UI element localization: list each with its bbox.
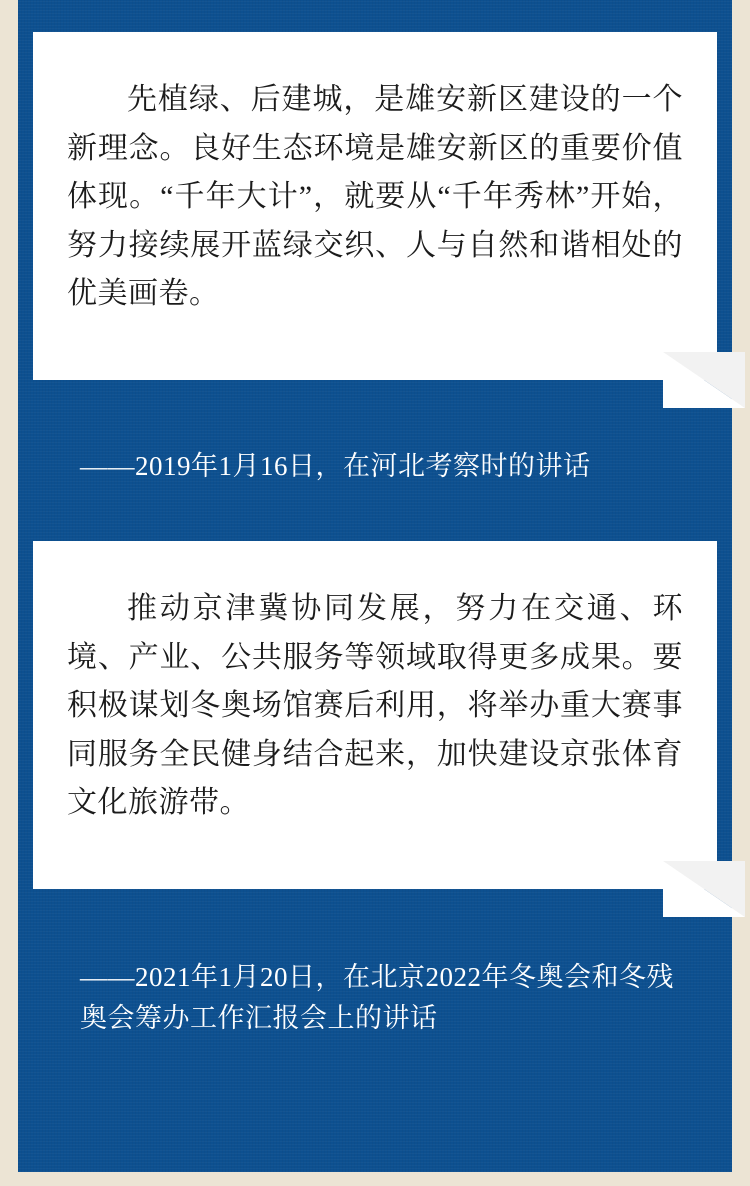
quote-card-2 <box>33 541 717 889</box>
attribution-text-1: ——2019年1月16日，在河北考察时的讲话 <box>80 451 591 481</box>
poster-content <box>18 0 732 1172</box>
quote-attribution-2 <box>80 957 692 1038</box>
quote-card-1 <box>33 32 717 380</box>
quote-text-1: 先植绿、后建城，是雄安新区建设的一个新理念。良好生态环境是雄安新区的重要价值体现。“千年大计”，就要从“千年秀林”开始，努力接续展开蓝绿交织、人与自然和谐相处的优美画卷。 <box>67 83 683 311</box>
left-margin-strip <box>0 0 18 1186</box>
quote-attribution-1 <box>80 446 702 487</box>
right-margin-strip <box>732 0 750 1186</box>
bottom-margin-strip <box>0 1172 750 1186</box>
attribution-text-2: ——2021年1月20日，在北京2022年冬奥会和冬残奥会筹办工作汇报会上的讲话 <box>80 962 674 1033</box>
quote-text-2: 推动京津冀协同发展，努力在交通、环境、产业、公共服务等领域取得更多成果。要积极谋划冬奥场馆赛后利用，将举办重大赛事同服务全民健身结合起来，加快建设京张体育文化旅游带。 <box>67 592 683 820</box>
